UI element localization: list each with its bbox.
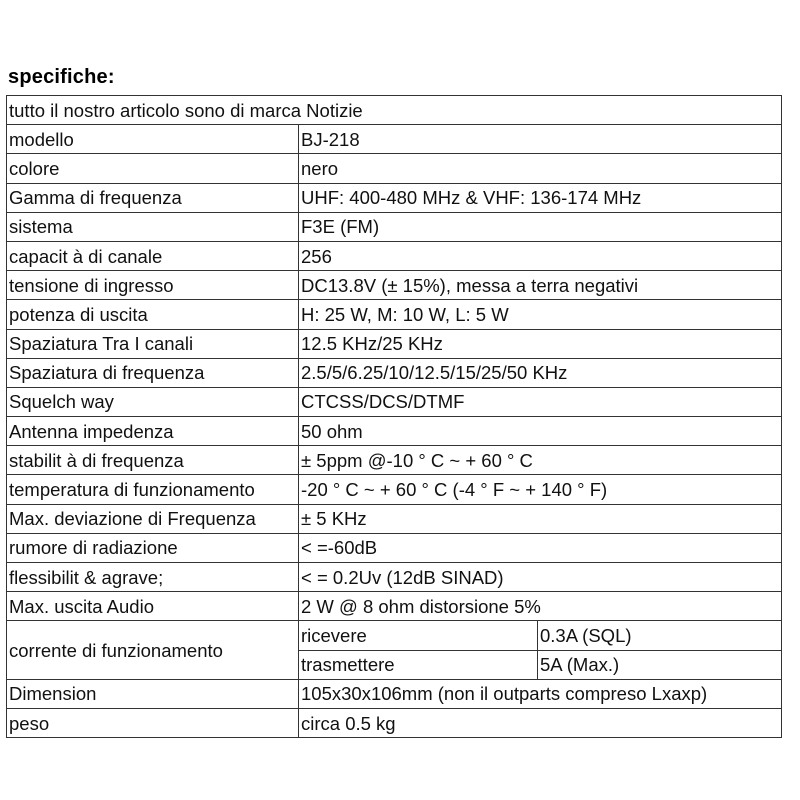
table-row-current-receive [7,621,782,650]
spec-value: 12.5 KHz/25 KHz [299,329,782,358]
spec-label: flessibilit & agrave; [7,563,299,592]
spec-label: sistema [7,212,299,241]
table-row [7,533,782,562]
spec-value: 2.5/5/6.25/10/12.5/15/25/50 KHz [299,358,782,387]
spec-value: ± 5ppm @-10 ° C ~ + 60 ° C [299,446,782,475]
table-row [7,563,782,592]
table-row [7,241,782,270]
table-row [7,271,782,300]
spec-label: modello [7,125,299,154]
table-row [7,154,782,183]
spec-value: < =-60dB [299,533,782,562]
spec-value: UHF: 400-480 MHz & VHF: 136-174 MHz [299,183,782,212]
spec-value: F3E (FM) [299,212,782,241]
receive-value: 0.3A (SQL) [538,621,782,650]
spec-value: nero [299,154,782,183]
table-row [7,329,782,358]
spec-value: 50 ohm [299,417,782,446]
intro-cell: tutto il nostro articolo sono di marca Notizie [7,96,782,125]
spec-label: potenza di uscita [7,300,299,329]
spec-label: peso [7,708,299,737]
spec-value: circa 0.5 kg [299,708,782,737]
table-row [7,358,782,387]
spec-value: BJ-218 [299,125,782,154]
spec-label: Max. uscita Audio [7,592,299,621]
spec-value: ± 5 KHz [299,504,782,533]
spec-value: 2 W @ 8 ohm distorsione 5% [299,592,782,621]
table-row [7,475,782,504]
table-row [7,504,782,533]
spec-label: Spaziatura Tra I canali [7,329,299,358]
spec-label: Max. deviazione di Frequenza [7,504,299,533]
spec-label: tensione di ingresso [7,271,299,300]
page-title: specifiche: [8,66,115,88]
table-row [7,679,782,708]
spec-label: stabilit à di frequenza [7,446,299,475]
table-row [7,183,782,212]
spec-label: temperatura di funzionamento [7,475,299,504]
spec-value: < = 0.2Uv (12dB SINAD) [299,563,782,592]
table-row [7,387,782,416]
table-row-intro [7,96,782,125]
spec-label: Squelch way [7,387,299,416]
transmit-label: trasmettere [299,650,538,679]
table-row [7,125,782,154]
spec-label: capacit à di canale [7,241,299,270]
spec-label: Gamma di frequenza [7,183,299,212]
table-row [7,417,782,446]
specifications-table-body [7,96,782,738]
receive-label: ricevere [299,621,538,650]
spec-label: Antenna impedenza [7,417,299,446]
table-row [7,708,782,737]
spec-value: -20 ° C ~ + 60 ° C (-4 ° F ~ + 140 ° F) [299,475,782,504]
spec-label: Dimension [7,679,299,708]
table-row [7,212,782,241]
spec-value: DC13.8V (± 15%), messa a terra negativi [299,271,782,300]
table-row [7,300,782,329]
spec-label: colore [7,154,299,183]
spec-value: 256 [299,241,782,270]
spec-label-current: corrente di funzionamento [7,621,299,679]
spec-value: CTCSS/DCS/DTMF [299,387,782,416]
spec-value: 105x30x106mm (non il outparts compreso Lxaxp) [299,679,782,708]
spec-value: H: 25 W, M: 10 W, L: 5 W [299,300,782,329]
spec-label: Spaziatura di frequenza [7,358,299,387]
table-row [7,592,782,621]
transmit-value: 5A (Max.) [538,650,782,679]
specifications-table [6,95,782,738]
spec-label: rumore di radiazione [7,533,299,562]
table-row [7,446,782,475]
